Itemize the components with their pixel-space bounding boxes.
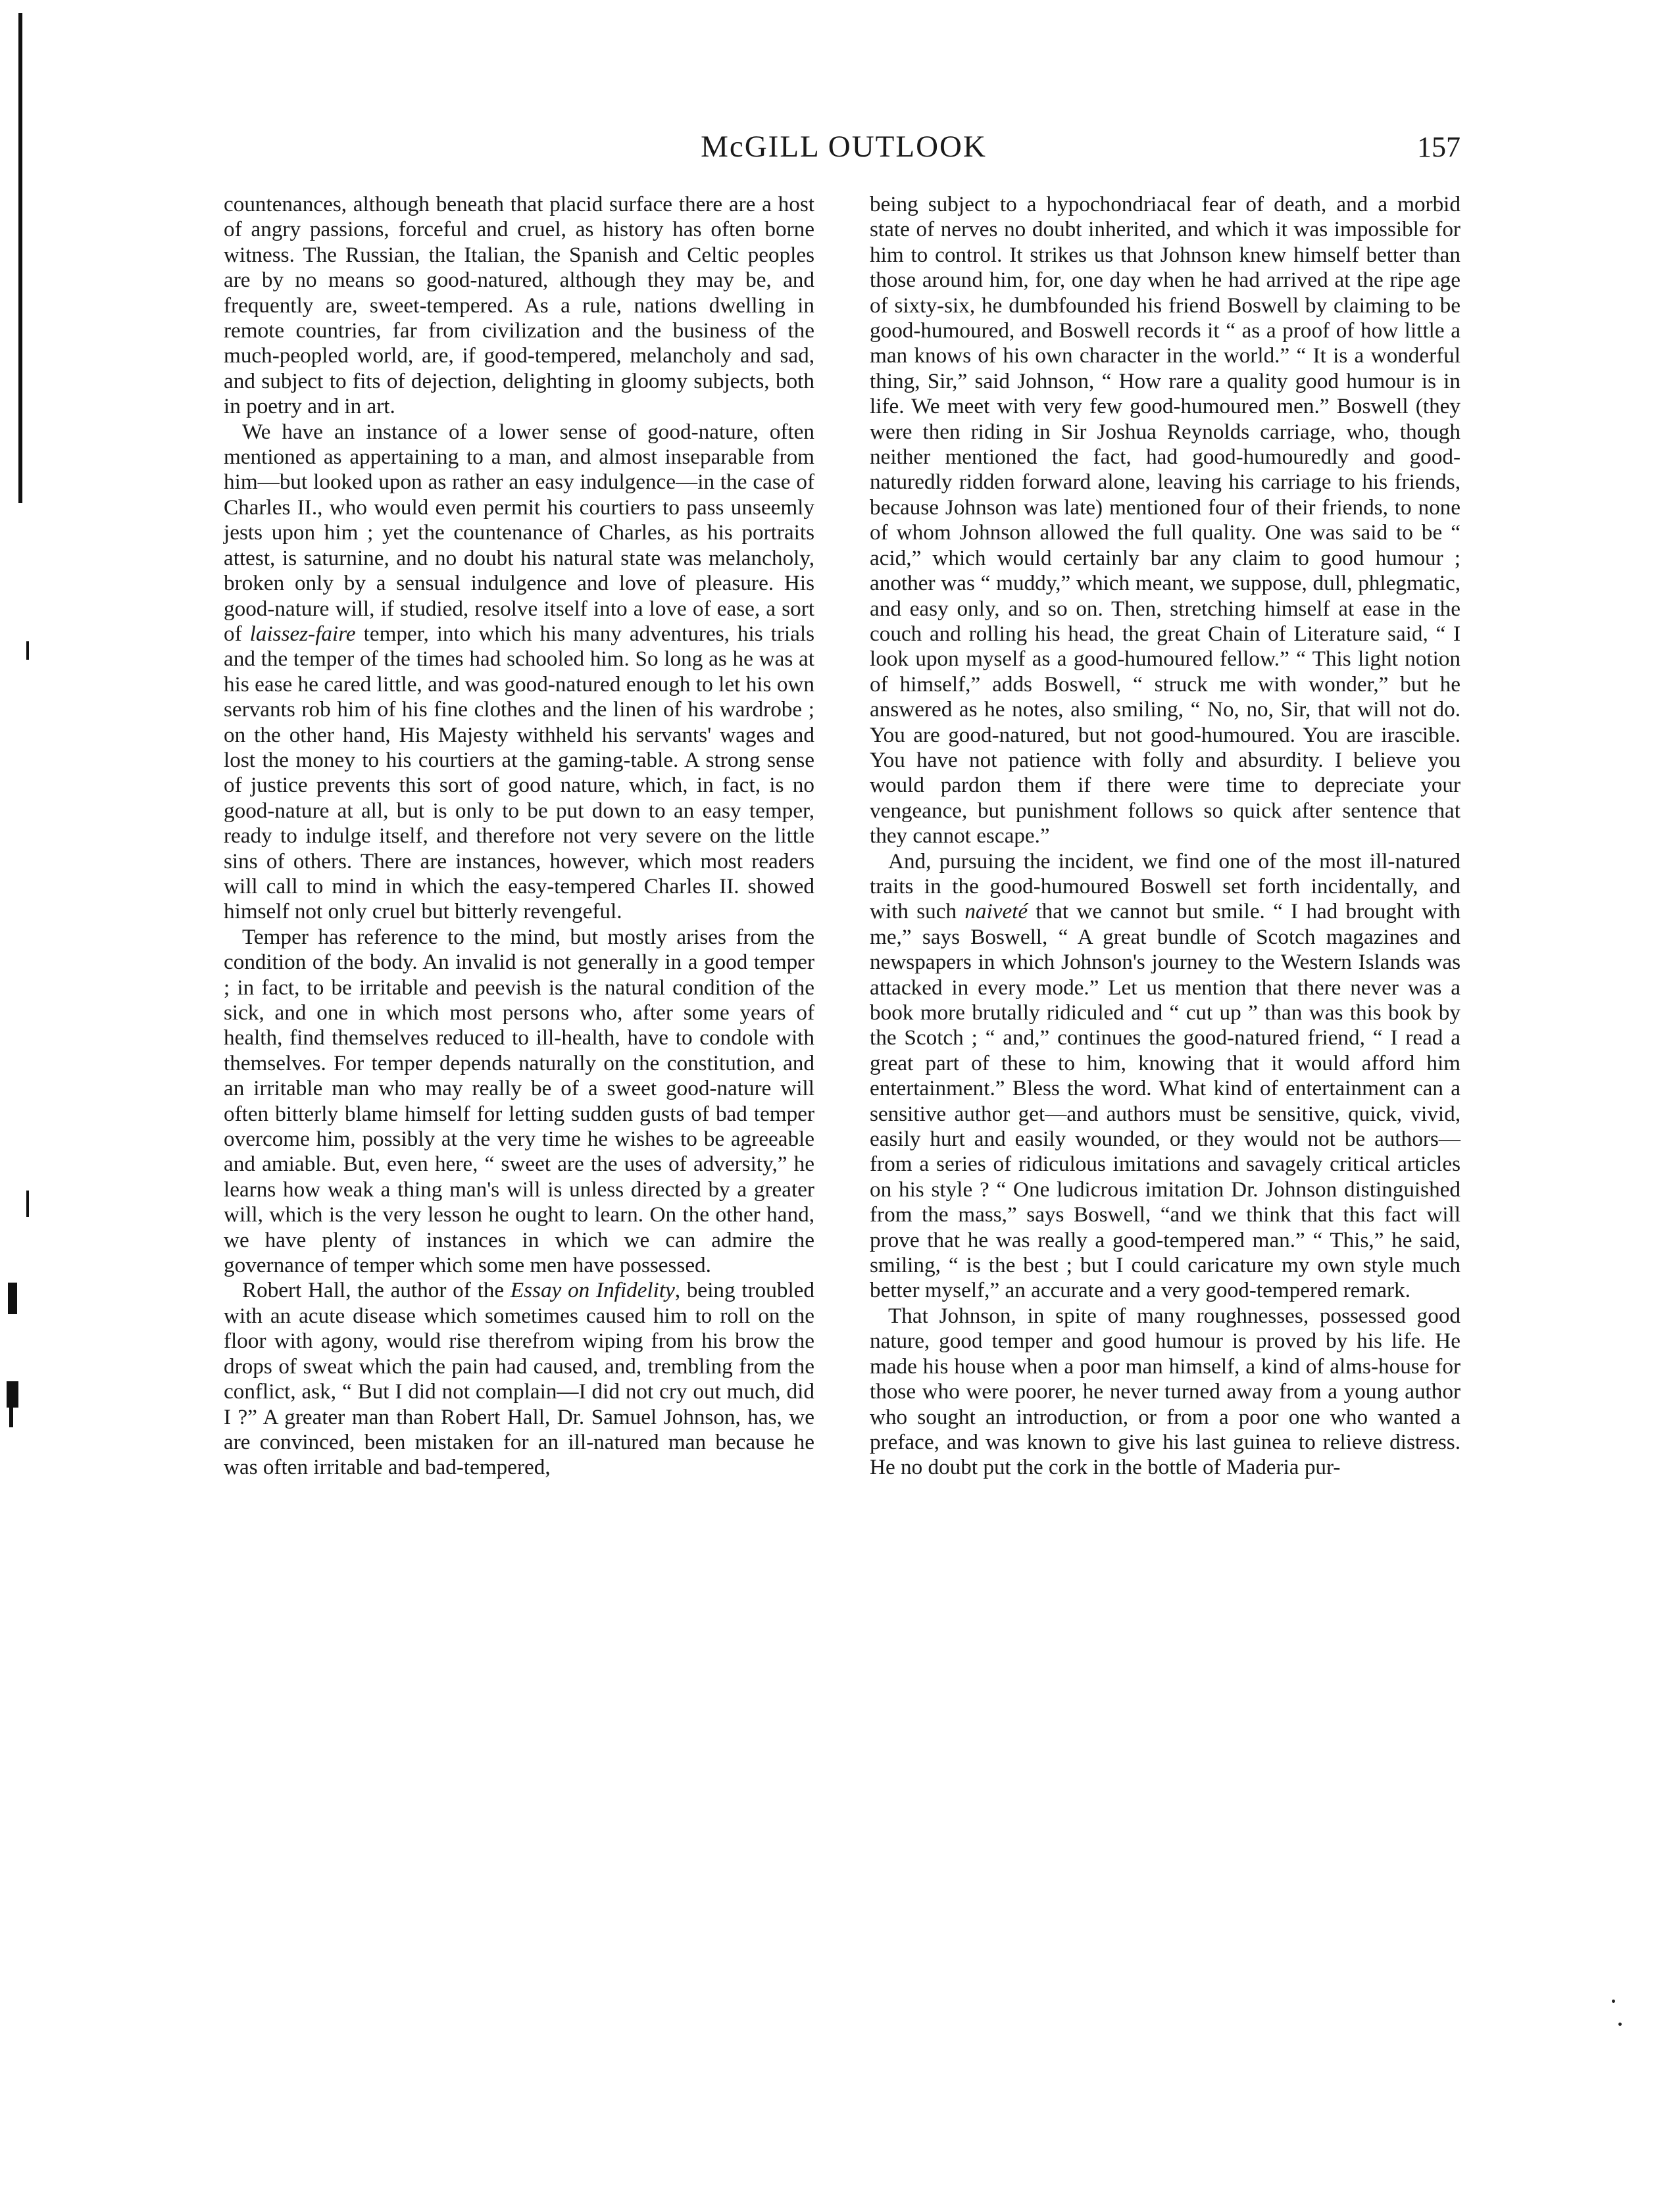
left-paragraph-3: Temper has reference to the mind, but mostly arises from the condition of the body. An invalid is not generally in a good temper ; in fact, to be irritable and peevish is the natural condition of the sick, and one in which most persons who, after some years of health, find themselves reduced to ill-health, have to condole with themselves. For temper depends naturally on the constitution, and an irritable man who may really be of a sweet good-nature will often bitterly blame himself for letting sudden gusts of bad temper overcome him, possibly at the very time he wishes to be agreeable and amiable. But, even here, “ sweet are the uses of adversity,” he learns how weak a thing man's will is unless directed by a greater will, which is the very lesson he ought to learn. On the other hand, we have plenty of instances in which we can admire the governance of temper which some men have possessed. (224, 924, 814, 1278)
scan-mark-middle (26, 1191, 29, 1217)
scan-mark-top (26, 641, 29, 660)
page-number: 157 (1417, 131, 1461, 163)
scan-mark-lower-b (7, 1381, 18, 1408)
left-paragraph-1: countenances, although beneath that placid surface there are a host of angry passions, forceful and cruel, as history has often borne witness. The Russian, the Italian, the Spanish and Celtic peoples are by no means so good-natured, although they may be, and frequently are, sweet-tempered. As a rule, nations dwelling in remote countries, far from civilization and the business of the much-peopled world, are, if good-tempered, melancholy and sad, and subject to fits of dejection, delighting in gloomy subjects, both in poetry and in art. (224, 192, 814, 419)
scan-mark-lower-c (9, 1408, 13, 1427)
right-paragraph-3: That Johnson, in spite of many roughnesses, possessed good nature, good temper and good humour is proved by his life. He made his house when a poor man himself, a kind of alms-house for those who were poorer, he never turned away from a young author who sought an introduction, or from a poor one who wanted a preface, and was known to give his last guinea to relieve distress. He no doubt put the cork in the bottle of Maderia pur- (870, 1303, 1461, 1480)
scan-speck-1 (1612, 2000, 1615, 2003)
left-column (224, 192, 814, 1481)
scan-speck-2 (1618, 2023, 1622, 2026)
scan-mark-lower-a (8, 1283, 17, 1314)
right-paragraph-1: being subject to a hypochondriacal fear of death, and a morbid state of nerves no doubt inherited, and which it was impossible for him to control. It strikes us that Johnson knew himself better than those around him, for, one day when he had arrived at the ripe age of sixty-six, he dumbfounded his friend Boswell by claiming to be good-humoured, and Boswell records it “ as a proof of how little a man knows of his own character in the world.” “ It is a wonderful thing, Sir,” said Johnson, “ How rare a quality good humour is in life. We meet with very few good-humoured men.” Boswell (they were then riding in Sir Joshua Reynolds carriage, who, though neither mentioned the fact, had good-humouredly and good-naturedly ridden forward alone, leaving his carriage to his friends, because Johnson was late) mentioned four of their friends, to none of whom Johnson allowed the full quality. One was said to be “ acid,” which would certainly bar any claim to good humour ; another was “ muddy,” which meant, we suppose, dull, phlegmatic, and easy only, and so on. Then, stretching himself at ease in the couch and rolling his head, the great Chain of Literature said, “ I look upon myself as a good-humoured fellow.” “ This light notion of himself,” adds Boswell, “ struck me with wonder,” but he answered as he notes, also smiling, “ No, no, Sir, that will not do. You are good-natured, but not good-humoured. You are irascible. You have not patience with folly and absurdity. I believe you would pardon them if there were time to depreciate your vengeance, but punishment follows so quick after sentence that they cannot escape.” (870, 192, 1461, 848)
right-paragraph-2: And, pursuing the incident, we find one of the most ill-natured traits in the good-humoured Boswell set forth incidentally, and with such naiveté that we cannot but smile. “ I had brought with me,” says Boswell, “ A great bundle of Scotch magazines and newspapers in which Johnson's journey to the Western Islands was attacked in every mode.” Let us mention that there never was a book more brutally ridiculed and “ cut up ” than was this book by the Scotch ; “ and,” continues the good-natured friend, “ I read a great part of these to him, knowing that it would afford him entertainment.” Bless the word. What kind of entertainment can a sensitive author get—and authors must be sensitive, quick, vivid, easily hurt and easily wounded, or they would not be authors—from a series of ridiculous imitations and savagely critical articles on his style ? “ One ludicrous imitation Dr. Johnson distinguished from the mass,” says Boswell, “and we think that this fact will prove that he was really a good-tempered man.” “ This,” he said, smiling, “ is the best ; but I could caricature my own style much better myself,” an accurate and a very good-tempered remark. (870, 848, 1461, 1303)
page-header (227, 129, 1461, 175)
left-paragraph-2: We have an instance of a lower sense of good-nature, often mentioned as appertaining to a man, and almost inseparable from him—but looked upon as rather an easy indulgence—in the case of Charles II., who would even permit his courtiers to pass unseemly jests upon him ; yet the countenance of Charles, as his portraits attest, is saturnine, and no doubt his natural state was melancholy, broken only by a sensual indulgence and love of pleasure. His good-nature will, if studied, resolve itself into a love of ease, a sort of laissez-faire temper, into which his many adventures, his trials and the temper of the times had schooled him. So long as he was at his ease he cared little, and was good-natured enough to let his own servants rob him of his fine clothes and the linen of his wardrobe ; on the other hand, His Majesty withheld his servants' wages and lost the money to his courtiers at the gaming-table. A strong sense of justice prevents this sort of good nature, which, in fact, is no good-nature at all, but is only to be put down to an easy temper, ready to indulge itself, and therefore not very severe on the little sins of others. There are instances, however, which most readers will call to mind in which the easy-tempered Charles II. showed himself not only cruel but bitterly revengeful. (224, 419, 814, 924)
running-head: McGILL OUTLOOK (701, 130, 987, 164)
right-column (870, 192, 1461, 1481)
scan-edge-bar (18, 13, 22, 503)
left-paragraph-4: Robert Hall, the author of the Essay on Infidelity, being troubled with an acute disease which sometimes caused him to roll on the floor with agony, would rise therefrom wiping from his brow the drops of sweat which the pain had caused, and, trembling from the conflict, ask, “ But I did not complain—I did not cry out much, did I ?” A greater man than Robert Hall, Dr. Samuel Johnson, has, we are convinced, been mistaken for an ill-natured man because he was often irritable and bad-tempered, (224, 1278, 814, 1480)
